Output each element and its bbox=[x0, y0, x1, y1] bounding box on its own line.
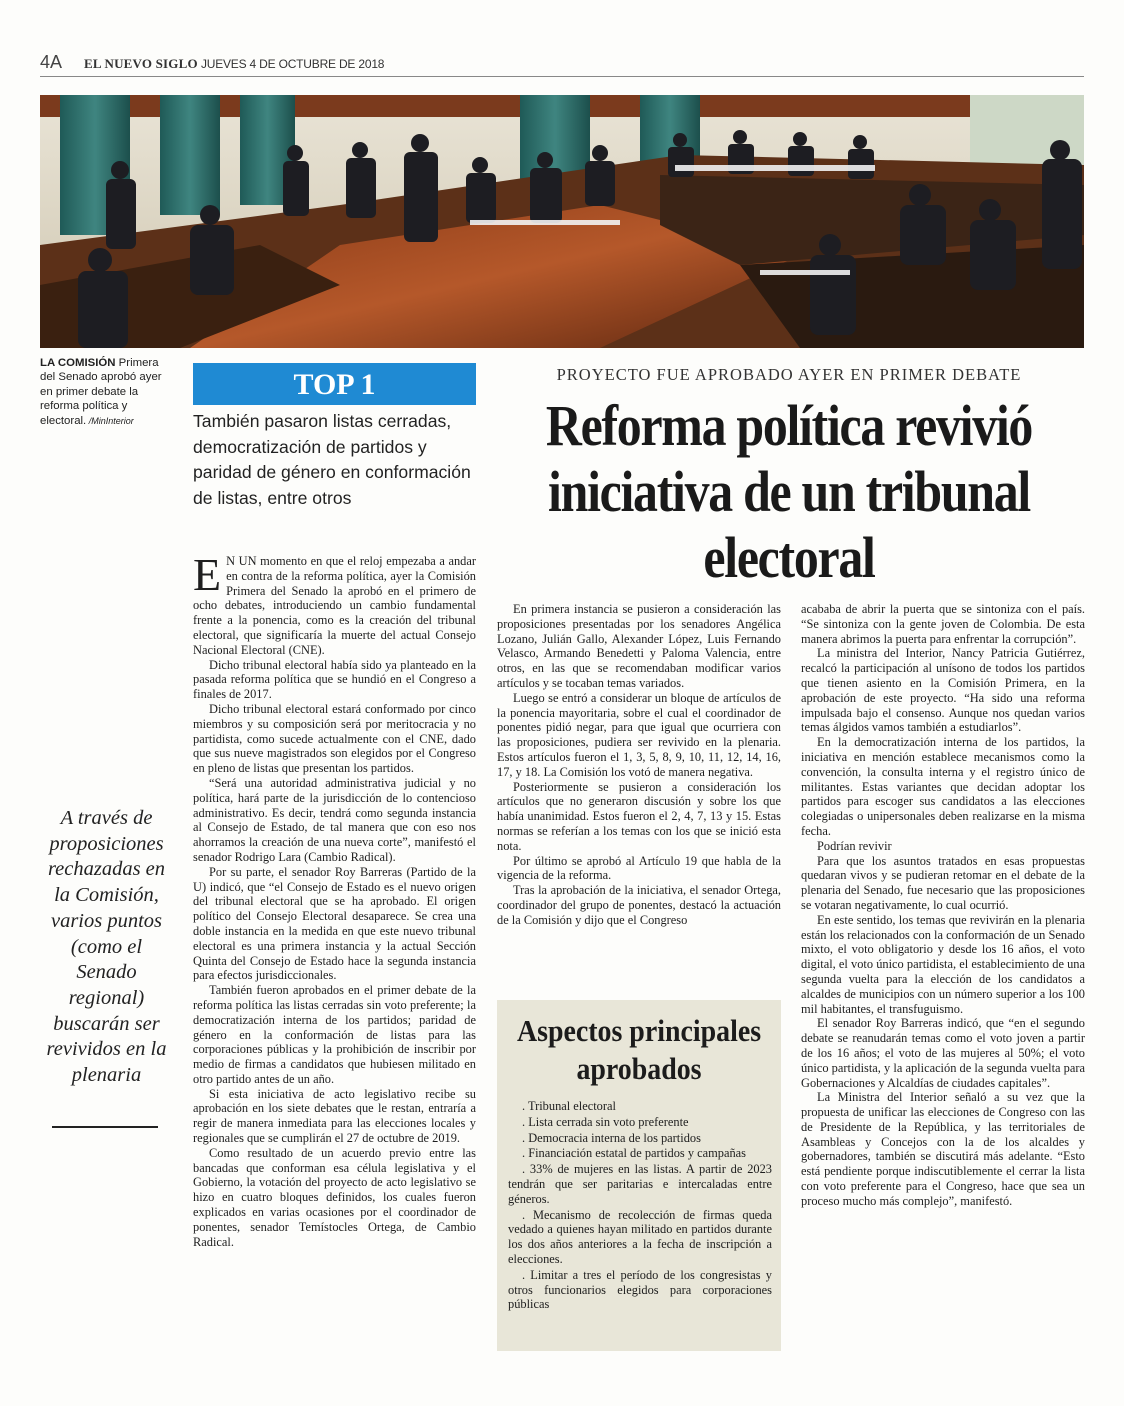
list-item: . 33% de mujeres en las listas. A partir de 2023 tendrán que ser paritarias e intercaladas entre géneros. bbox=[508, 1162, 772, 1206]
paragraph: acababa de abrir la puerta que se sintoniza con el país. “Se sintoniza con la gente joven de Colombia. De esta manera abrimos la puerta para enfrentar la corrupción”. bbox=[801, 602, 1085, 646]
key-points-list bbox=[508, 1099, 772, 1313]
paragraph: Si esta iniciativa de acto legislativo recibe su aprobación en los siete debates que le restan, entraría a regir de manera inmediata para las elecciones locales y regionales que se cumplirán el 27 de octubre de 2019. bbox=[193, 1086, 476, 1146]
paragraph: Tras la aprobación de la iniciativa, el senador Ortega, coordinador del grupo de ponentes, destacó la actuación de la Comisión y dijo que el Congreso bbox=[497, 883, 781, 927]
list-item: . Financiación estatal de partidos y campañas bbox=[522, 1146, 746, 1161]
top-summary: También pasaron listas cerradas, democratización de partidos y paridad de género en conformación de listas, entre otros bbox=[193, 411, 471, 508]
paragraph: También fueron aprobados en el primer debate de la reforma política las listas cerradas sin voto preferente; la democratización interna de los partidos; paridad de género en la conformación de listas para las corporaciones públicas y la prohibición de inscribir por medio de firmas a candidatos que hubiesen militado en otro partido antes de un año. bbox=[193, 983, 476, 1086]
page-number: 4A bbox=[40, 52, 63, 72]
paragraph: Para que los asuntos tratados en esas propuestas quedaran vivos y se pudieran retomar en el debate de la plenaria del Senado, fue necesario que las proposiciones se votaran negativamente, lo cual ocurrió. bbox=[801, 853, 1085, 912]
paragraph: En este sentido, los temas que revivirán en la plenaria están los relacionados con la conformación de un Senado mixto, el voto obligatorio y desde los 16 años, el voto digital, el voto único partidista, el establecimiento de una segunda vuelta para la elección de los candidatos a alcaldes de municipios con un número superior a los 100 mil habitantes, el transfuguismo. bbox=[801, 912, 1085, 1016]
paragraph: La Ministra del Interior señaló a su vez que la propuesta de unificar las elecciones de Congreso con las de Presidente de la República, y las territoriales de Asambleas y Concejos con la de los alcaldes y gobernadores, también se discutirá más adelante. “Esto está pendiente porque indiscutiblemente el cerrar la lista con voto preferente para el Congreso, hace que sea un proceso mucho más complejo”, manifestó. bbox=[801, 1090, 1085, 1208]
subheading: Podrían revivir bbox=[817, 838, 892, 853]
list-item: . Lista cerrada sin voto preferente bbox=[522, 1114, 689, 1129]
pull-quote: A través de proposiciones rechazadas en la Comisión, varios puntos (como el Senado regional) buscarán ser revividos en la plenaria bbox=[46, 807, 167, 1087]
article-column-2 bbox=[497, 602, 781, 928]
paragraph: Por último se aprobó al Artículo 19 que habla de la vigencia de la reforma. bbox=[497, 853, 781, 883]
photo-caption bbox=[40, 356, 164, 428]
list-item: . Limitar a tres el período de los congresistas y otros funcionarios elegidos para corporaciones públicas bbox=[508, 1267, 772, 1312]
caption-credit: /MinInterior bbox=[86, 415, 134, 426]
paragraph: Por su parte, el senador Roy Barreras (Partido de la U) indicó, que “el Consejo de Estado es el nuevo origen del tribunal electoral que se ha aprobado. El origen político del Consejo Electoral desaparece. Se crea una doble instancia en la medida en que este nuevo tribunal electoral es una primera instancia y la actual Sección Quinta del Consejo de Estado hace la segunda instancia para efectos jurisdiccionales. bbox=[193, 864, 476, 983]
paragraph: “Será una autoridad administrativa judicial y no política, hará parte de la jurisdicción de lo contencioso administrativo. Es decir, tendrá como segunda instancia al Consejo de Estado, de tal manera que con eso nos ahorramos la creación de una nueva corte”, manifestó el senador Rodrigo Lara (Cambio Radical). bbox=[193, 775, 476, 864]
article-column-3 bbox=[801, 602, 1085, 1209]
article-column-1 bbox=[193, 549, 476, 1249]
folio bbox=[84, 56, 384, 72]
kicker: PROYECTO FUE APROBADO AYER EN PRIMER DEBATE bbox=[556, 365, 1022, 384]
paragraph: Dicho tribunal electoral estará conformado por cinco miembros y su composición será por meritocracia y no partidista, como sucede actualmente con el CNE, dado que sus nueve magistrados son elegidos por el Congreso en pleno de listas que presentan los partidos. bbox=[193, 701, 476, 776]
paragraph: Luego se entró a considerar un bloque de artículos de la ponencia mayoritaria, sobre el cual el coordinador de ponentes pidió negar, para que igual que ocurriera con las proposiciones, pudiera ser revivido en la plenaria. Estos artículos fueron el 1, 3, 5, 8, 9, 10, 11, 12, 14, 16, 17, y 18. La Comisión los votó de manera negativa. bbox=[497, 690, 781, 779]
top-label: TOP 1 bbox=[293, 368, 376, 401]
paragraph: La ministra del Interior, Nancy Patricia Gutiérrez, recalcó la participación al unísono de todos los partidos que tienen asiento en la Comisión Primera, en la aprobación de este proyecto. “Ha sido una reforma impulsada bajo el consenso. Aunque nos quedan varios temas álgidos vamos también a estudiarlos”. bbox=[801, 646, 1085, 735]
paragraph: El senador Roy Barreras indicó, que “en el segundo debate se reanudarán temas como el voto joven a partir de los 16 años; el voto de las mujeres al 50%; el voto único partidista, y la aplicación de la segunda vuelta para Gobernaciones y Alcaldías de ciudades capitales”. bbox=[801, 1016, 1085, 1090]
drop-cap: E bbox=[193, 549, 222, 600]
list-item: . Mecanismo de recolección de firmas queda vedado a quienes hayan militado en partidos durante los dos años anteriores a la fecha de inscripción a elecciones. bbox=[508, 1207, 772, 1266]
paragraph: En la democratización interna de los partidos, la iniciativa en mención establece mecanismos como la convención, la consulta interna y el registro único de militantes. Estas variantes que decidan adoptar los partidos para escoger sus candidatos a las elecciones colegiadas o unipersonales deben realizarse en la misma fecha. bbox=[801, 735, 1085, 838]
headline: Reforma política revivió iniciativa de un tribunal electoral bbox=[545, 393, 1033, 590]
pull-quote-rule bbox=[52, 1126, 158, 1128]
newspaper-name: EL NUEVO SIGLO bbox=[84, 56, 198, 71]
caption-lead: LA COMISIÓN bbox=[40, 357, 116, 369]
list-item: . Tribunal electoral bbox=[522, 1099, 616, 1113]
paragraph: Como resultado de un acuerdo previo entre las bancadas que conforman esa célula legislativa y el Gobierno, la votación del proyecto de acto legislativo se hizo en cuatro bloques definidos, los cuales fueron explicados en varias ocasiones por el coordinador de ponentes, senador Temístocles Ortega, de Cambio Radical. bbox=[193, 1145, 476, 1249]
paragraph: Dicho tribunal electoral había sido ya planteado en la pasada reforma política que se hundió en el Congreso a finales de 2017. bbox=[193, 657, 476, 702]
header-rule bbox=[40, 76, 1084, 77]
issue-date: JUEVES 4 DE OCTUBRE DE 2018 bbox=[200, 57, 385, 71]
caption-text: Primera del Senado aprobó ayer en primer debate la reforma política y electoral. bbox=[40, 357, 162, 427]
paragraph: Posteriormente se pusieron a consideración los artículos que no generaron discusión y sobre los que había unanimidad. Estos fueron el 2, 4, 7, 13 y 15. Estas normas se referían a los temas con los que se inició esta nota. bbox=[497, 779, 781, 853]
key-points-title: Aspectos principales aprobados bbox=[516, 1013, 762, 1086]
paragraph: En primera instancia se pusieron a consideración las proposiciones presentadas por los senadores Angélica Lozano, Julián Gallo, Alexander López, Luis Fernando Velasco, Armando Benedetti y Paloma Valencia, entre otros, en las que se recomendaban modificar varios artículos y se tocaban temas variados. bbox=[497, 602, 781, 690]
list-item: . Democracia interna de los partidos bbox=[522, 1130, 701, 1145]
paragraph: E N UN momento en que el reloj empezaba a andar en contra de la reforma política, ayer la Comisión Primera del Senado la aprobó en el primero de ocho debates, introduciendo un cambio fundamental frente a la ponencia, como es la creación del tribunal electoral, que significaría la muerte del actual Consejo Nacional Electoral (CNE). bbox=[193, 549, 476, 657]
senate-commission-photo bbox=[40, 95, 1084, 348]
